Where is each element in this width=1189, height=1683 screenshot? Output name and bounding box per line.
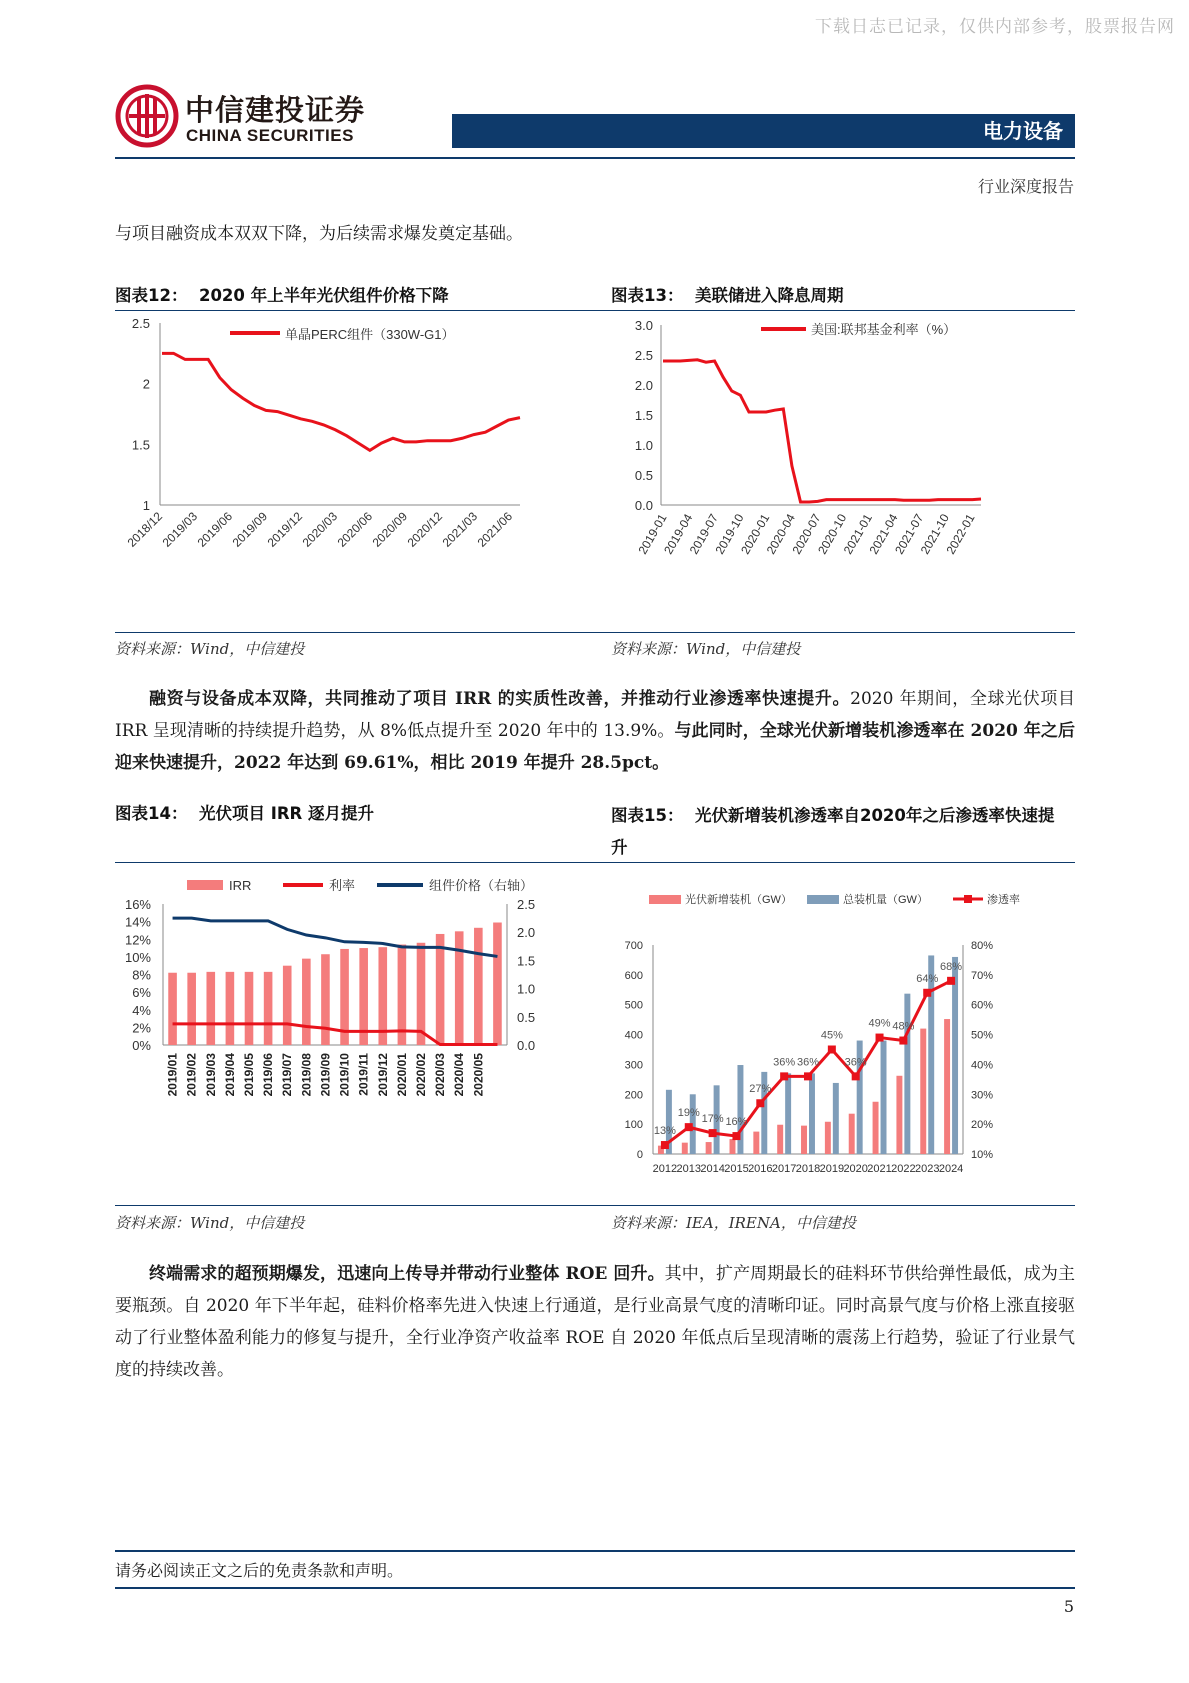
- body-paragraph-2: 终端需求的超预期爆发，迅速向上传导并带动行业整体 ROE 回升。其中，扩产周期最长的硅料环节供给弹性最低，成为主要瓶颈。自 2020 年下半年起，硅料价格率先进入快速上行通道，是行业高景气度的清晰印证。同时高景气度与价格上涨直接驱动了行业整体盈利能力的修复与提升，全行业净资产收益率 ROE 自 2020 年低点后呈现清晰的震荡上行趋势，验证了行业景气度的持续改善。: [115, 1264, 1075, 1380]
- total-install-bar: [952, 957, 958, 1154]
- figure-15-source: 资料来源：IEA，IRENA，中信建投: [611, 1214, 856, 1232]
- y-tick-label-right: 10%: [971, 1149, 994, 1161]
- new-install-bar: [801, 1126, 807, 1154]
- x-tick-label: 2012: [652, 1163, 678, 1175]
- legend-swatch: [649, 895, 681, 904]
- legend-label: 美国:联邦基金利率（%）: [811, 322, 957, 337]
- figure-bottom-rule: [115, 1205, 1075, 1206]
- y-tick-label: 4%: [132, 1002, 151, 1018]
- y-tick-label-right: 20%: [971, 1119, 994, 1132]
- rate-line: [663, 360, 981, 502]
- y-tick-label-right: 50%: [971, 1029, 994, 1042]
- y-tick-label-right: 0.0: [517, 1038, 536, 1053]
- x-tick-label: 2015: [724, 1163, 749, 1175]
- chart-13: [611, 315, 1075, 625]
- total-install-bar: [904, 994, 910, 1154]
- x-tick-label: 2020/02: [414, 1053, 428, 1097]
- logo-english: CHINA SECURITIES: [186, 126, 354, 145]
- irr-bar: [417, 943, 426, 1045]
- x-tick-label: 2021-07: [892, 511, 927, 557]
- x-tick-label: 2022: [891, 1163, 916, 1175]
- x-tick-label: 2019/03: [203, 1053, 218, 1097]
- y-tick-label: 2.5: [131, 316, 150, 331]
- y-tick-label: 0.0: [634, 498, 653, 513]
- x-tick-label: 2019/08: [299, 1053, 314, 1097]
- new-install-bar: [777, 1125, 783, 1154]
- x-tick-label: 2020/05: [471, 1053, 486, 1097]
- x-tick-label: 2021: [867, 1163, 892, 1175]
- penetration-marker: [732, 1132, 740, 1140]
- legend-label: 光伏新增装机（GW）: [685, 894, 792, 906]
- new-install-bar: [682, 1143, 688, 1154]
- y-tick-label-right: 1.0: [517, 981, 536, 997]
- x-tick-label: 2020-07: [789, 511, 824, 557]
- y-tick-label: 1.5: [634, 408, 653, 423]
- data-label: 36%: [796, 1056, 820, 1069]
- new-install-bar: [825, 1122, 831, 1154]
- report-type: 行业深度报告: [977, 177, 1074, 196]
- penetration-marker: [828, 1046, 836, 1054]
- figure-15-title: 图表15： 光伏新增装机渗透率自2020年之后渗透率快速提 升: [611, 806, 1055, 857]
- y-tick-label: 10%: [124, 949, 151, 965]
- irr-bar: [436, 934, 445, 1045]
- new-install-bar: [753, 1132, 759, 1154]
- y-tick-label: 200: [624, 1089, 643, 1102]
- x-tick-label: 2020: [843, 1163, 868, 1175]
- figure-14-source: 资料来源：Wind，中信建投: [115, 1214, 305, 1232]
- logo-chinese: 中信建投证券: [185, 93, 366, 127]
- irr-bar: [474, 928, 483, 1045]
- y-tick-label: 3.0: [634, 318, 653, 333]
- y-tick-label-right: 2.0: [517, 925, 536, 941]
- x-tick-label: 2018/12: [124, 509, 166, 550]
- y-tick-label: 600: [624, 969, 643, 982]
- y-tick-label-right: 0.5: [517, 1009, 536, 1025]
- x-tick-label: 2020/12: [404, 509, 446, 550]
- legend-swatch: [807, 895, 839, 904]
- x-tick-label: 2019-07: [686, 511, 721, 557]
- total-install-bar: [809, 1073, 815, 1154]
- x-tick-label: 2019/12: [264, 509, 306, 550]
- footer-divider: [115, 1587, 1075, 1589]
- x-tick-label: 2019/11: [356, 1053, 371, 1096]
- y-tick-label: 16%: [124, 897, 151, 912]
- y-tick-label: 700: [624, 940, 643, 952]
- irr-bar: [187, 973, 196, 1045]
- penetration-marker: [756, 1099, 764, 1107]
- legend-label: 单晶PERC组件（330W-G1）: [285, 327, 455, 342]
- penetration-marker: [709, 1129, 717, 1137]
- legend-label: 利率: [329, 878, 356, 893]
- penetration-marker: [661, 1141, 669, 1149]
- total-install-bar: [881, 1041, 887, 1154]
- figure-12-source: 资料来源：Wind，中信建投: [115, 640, 305, 658]
- data-label: 68%: [940, 960, 963, 973]
- total-install-bar: [785, 1073, 791, 1154]
- header-divider: [115, 157, 1075, 159]
- page-number: 5: [1063, 1597, 1074, 1616]
- legend-swatch: [187, 880, 223, 890]
- figure-13-title: 图表13： 美联储进入降息周期: [611, 286, 844, 305]
- y-tick-label: 2: [142, 376, 150, 392]
- x-tick-label: 2021/03: [439, 509, 481, 550]
- y-tick-label: 2.0: [634, 378, 653, 393]
- figure-top-rule: [115, 862, 1075, 863]
- legend-label: 渗透率: [987, 894, 1020, 906]
- x-tick-label: 2024: [938, 1163, 964, 1175]
- y-tick-label: 14%: [124, 914, 151, 930]
- x-tick-label: 2019/02: [184, 1053, 199, 1097]
- irr-bar: [264, 972, 273, 1045]
- data-label: 17%: [701, 1113, 724, 1126]
- body-paragraph-1: 融资与设备成本双降，共同推动了项目 IRR 的实质性改善，并推动行业渗透率快速提升。2020 年期间，全球光伏项目 IRR 呈现清晰的持续提升趋势，从 8%低点提升至 2020 年中的 13.9%。与此同时，全球光伏新增装机渗透率在 2020 年之后迎来快速提升，2022 年达到 69.61%，相比 2019 年提升 28.5pct。: [115, 689, 1076, 773]
- y-tick-label: 0: [636, 1149, 643, 1161]
- x-tick-label: 2020/06: [334, 509, 376, 550]
- data-label: 16%: [725, 1116, 748, 1129]
- x-tick-label: 2021/06: [474, 509, 516, 550]
- x-tick-label: 2019: [819, 1163, 845, 1175]
- penetration-marker: [852, 1072, 860, 1080]
- penetration-marker: [780, 1072, 788, 1080]
- y-tick-label: 6%: [132, 985, 151, 1001]
- x-tick-label: 2020/04: [452, 1053, 467, 1097]
- y-tick-label: 100: [624, 1119, 643, 1132]
- data-label: 49%: [868, 1017, 891, 1030]
- y-tick-label: 2.5: [634, 348, 653, 363]
- figure-top-rule: [115, 310, 1075, 311]
- total-install-bar: [833, 1083, 839, 1154]
- x-tick-label: 2020/03: [299, 509, 341, 550]
- new-install-bar: [849, 1114, 855, 1154]
- price-line: [162, 353, 520, 450]
- x-tick-label: 2021-01: [840, 511, 875, 557]
- x-tick-label: 2019/07: [280, 1053, 295, 1097]
- y-tick-label: 8%: [132, 967, 151, 983]
- sector-banner: 电力设备: [452, 114, 1075, 148]
- penetration-marker: [899, 1037, 907, 1045]
- legend-marker: [964, 895, 972, 903]
- y-tick-label: 500: [624, 999, 643, 1012]
- x-tick-label: 2019/10: [337, 1053, 352, 1097]
- legend-label: IRR: [229, 878, 252, 893]
- x-tick-label: 2016: [748, 1163, 773, 1175]
- irr-bar: [168, 973, 177, 1045]
- data-label: 48%: [892, 1020, 915, 1033]
- legend-label: 组件价格（右轴）: [429, 878, 534, 893]
- irr-bar: [245, 972, 254, 1045]
- module-price-line: [173, 918, 498, 956]
- penetration-marker: [947, 977, 955, 985]
- y-tick-label: 2%: [132, 1020, 151, 1036]
- disclaimer-note: 请务必阅读正文之后的免责条款和声明。: [115, 1561, 404, 1580]
- x-tick-label: 2019/06: [194, 509, 236, 550]
- irr-bar: [493, 923, 502, 1045]
- chart-14: [115, 870, 585, 1200]
- data-label: 19%: [677, 1107, 700, 1120]
- y-tick-label: 1.0: [634, 438, 653, 453]
- penetration-marker: [876, 1034, 884, 1042]
- x-tick-label: 2019/12: [375, 1053, 390, 1097]
- x-tick-label: 2013: [676, 1163, 702, 1175]
- x-tick-label: 2019/05: [242, 1053, 256, 1097]
- penetration-marker: [923, 989, 931, 997]
- x-tick-label: 2019/04: [222, 1053, 237, 1097]
- x-tick-label: 2019/03: [159, 509, 201, 550]
- irr-bar: [283, 966, 292, 1045]
- x-tick-label: 2020-04: [763, 511, 798, 557]
- figure-14-title: 图表14： 光伏项目 IRR 逐月提升: [115, 804, 375, 823]
- irr-bar: [206, 972, 215, 1045]
- intro-paragraph: 与项目融资成本双双下降，为后续需求爆发奠定基础。: [115, 224, 523, 244]
- new-install-bar: [706, 1142, 712, 1154]
- penetration-marker: [685, 1123, 693, 1131]
- y-tick-label-right: 1.5: [517, 953, 536, 969]
- data-label: 64%: [916, 972, 939, 985]
- x-tick-label: 2019/01: [165, 1053, 180, 1097]
- x-tick-label: 2019/06: [261, 1053, 276, 1097]
- new-install-bar: [896, 1076, 902, 1154]
- x-tick-label: 2019/09: [318, 1053, 333, 1097]
- irr-bar: [226, 972, 235, 1045]
- y-tick-label-right: 70%: [971, 969, 994, 982]
- data-label: 27%: [749, 1083, 772, 1096]
- x-tick-label: 2021-04: [866, 511, 901, 557]
- data-label: 13%: [653, 1125, 676, 1138]
- chart-15: [611, 870, 1079, 1200]
- penetration-marker: [804, 1072, 812, 1080]
- company-logo-icon: [115, 84, 179, 148]
- total-install-bar: [928, 955, 934, 1154]
- y-tick-label: 0.5: [634, 468, 653, 483]
- x-tick-label: 2020/03: [433, 1053, 448, 1097]
- y-tick-label: 12%: [124, 932, 151, 948]
- new-install-bar: [730, 1139, 736, 1154]
- legend-label: 总装机量（GW）: [843, 894, 928, 906]
- data-label: 36%: [844, 1056, 867, 1069]
- total-install-bar: [737, 1065, 743, 1154]
- y-tick-label: 400: [624, 1029, 643, 1042]
- watermark: 下载日志已记录，仅供内部参考，股票报告网: [815, 17, 1175, 37]
- x-tick-label: 2019/09: [229, 509, 271, 550]
- y-tick-label-right: 2.5: [517, 897, 536, 912]
- new-install-bar: [944, 1019, 950, 1154]
- x-tick-label: 2020/01: [394, 1053, 409, 1097]
- figure-13-source: 资料来源：Wind，中信建投: [611, 640, 801, 658]
- x-tick-label: 2021-10: [917, 511, 952, 557]
- y-tick-label: 1: [142, 498, 150, 513]
- footer-divider: [115, 1550, 1075, 1552]
- x-tick-label: 2019-04: [661, 511, 696, 557]
- x-tick-label: 2022-01: [943, 511, 978, 557]
- x-tick-label: 2020/09: [369, 509, 411, 550]
- new-install-bar: [873, 1102, 879, 1154]
- figure-bottom-rule: [115, 632, 1075, 633]
- data-label: 45%: [820, 1029, 843, 1042]
- y-tick-label-right: 80%: [971, 940, 994, 952]
- x-tick-label: 2019-01: [635, 511, 670, 557]
- y-tick-label-right: 30%: [971, 1089, 994, 1102]
- x-tick-label: 2014: [700, 1163, 725, 1175]
- irr-bar: [321, 954, 330, 1045]
- figure-12-title: 图表12： 2020 年上半年光伏组件价格下降: [115, 286, 449, 305]
- x-tick-label: 2020-10: [815, 511, 850, 557]
- x-tick-label: 2017: [771, 1163, 797, 1175]
- y-tick-label: 0%: [132, 1038, 151, 1053]
- y-tick-label-right: 40%: [971, 1059, 994, 1072]
- chart-12: [115, 315, 575, 625]
- y-tick-label: 1.5: [131, 437, 150, 453]
- data-label: 36%: [773, 1056, 796, 1069]
- x-tick-label: 2023: [914, 1163, 940, 1175]
- rate-line: [173, 1024, 498, 1045]
- irr-bar: [302, 959, 311, 1045]
- x-tick-label: 2019-10: [712, 511, 747, 557]
- y-tick-label-right: 60%: [971, 999, 994, 1012]
- y-tick-label: 300: [624, 1059, 643, 1072]
- x-tick-label: 2020-01: [738, 511, 773, 557]
- x-tick-label: 2018: [795, 1163, 821, 1175]
- new-install-bar: [920, 1029, 926, 1154]
